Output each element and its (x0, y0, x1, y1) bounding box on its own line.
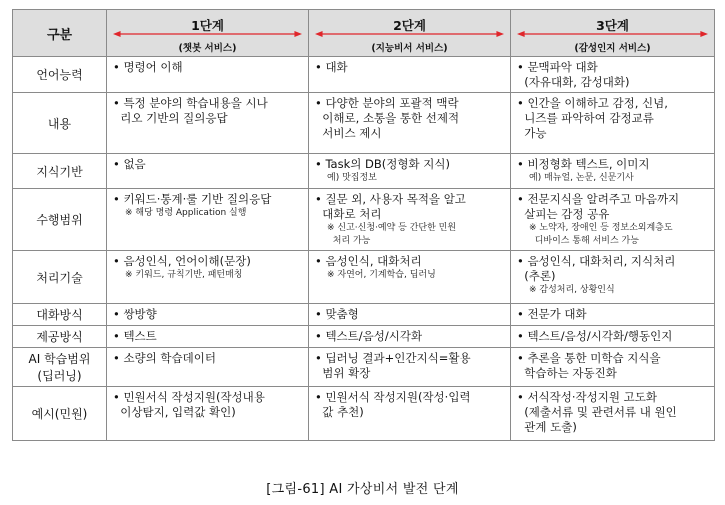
cell-text: 이해로, 소통을 통한 선제적 (315, 111, 460, 125)
table-cell (309, 348, 511, 387)
cell-note: ※ 신고·신청·예약 등 간단한 민원 (327, 223, 457, 233)
row-header (13, 154, 107, 189)
cell-note: 예) 맛집정보 (327, 173, 377, 183)
cell-text: • 비정형화 텍스트, 이미지 (517, 157, 650, 171)
table-cell (511, 387, 715, 441)
table-cell (107, 57, 309, 93)
row-label: 내용 (47, 116, 72, 131)
table-cell (107, 387, 309, 441)
table-cell (107, 348, 309, 387)
table-row (13, 189, 715, 251)
row-header (13, 326, 107, 348)
stage-header-3 (511, 10, 715, 57)
table-cell (511, 304, 715, 326)
table-cell (309, 154, 511, 189)
stage-comparison-table (12, 9, 715, 441)
stage-1-title: 1단계 (191, 18, 224, 33)
row-label: 처리기술 (36, 270, 83, 285)
cell-text: • Task의 DB(정형화 지식) (315, 157, 450, 171)
stage-header-2 (309, 10, 511, 57)
table-row (13, 348, 715, 387)
table-cell (511, 326, 715, 348)
cell-text: 범위 확장 (315, 366, 371, 380)
row-label: 대화방식 (36, 308, 83, 322)
row-label: AI 학습범위 (딥러닝) (28, 352, 91, 383)
table-cell (107, 326, 309, 348)
cell-text: • 특정 분야의 학습내용을 시나 (113, 96, 268, 110)
category-header (13, 10, 107, 57)
cell-text: • 텍스트/음성/시각화 (315, 329, 423, 343)
table-cell (107, 93, 309, 154)
figure-caption: [그림-61] AI 가상비서 발전 단계 (266, 482, 459, 497)
cell-text: • 음성인식, 대화처리, 지식처리 (517, 254, 676, 268)
cell-text: • 없음 (113, 157, 146, 171)
row-label: 수행범위 (36, 213, 83, 227)
cell-text: (추론) (517, 269, 556, 283)
cell-text: 학습하는 자동진화 (517, 366, 617, 380)
cell-text: 대화로 처리 (315, 207, 382, 221)
table-cell (309, 57, 511, 93)
cell-text: (자유대화, 감성대화) (517, 75, 630, 89)
cell-note: 예) 매뉴얼, 논문, 신문기사 (529, 173, 634, 183)
cell-note: ※ 해당 명령 Application 실행 (125, 208, 247, 218)
row-header (13, 57, 107, 93)
table-cell (309, 326, 511, 348)
cell-text: • 전문지식을 알려주고 마음까지 (517, 192, 680, 206)
cell-text: • 소량의 학습데이터 (113, 351, 216, 365)
row-label: 지식기반 (36, 164, 83, 179)
table-cell (511, 251, 715, 304)
cell-text: 가능 (517, 126, 547, 140)
cell-text: • 민원서식 작성지원(작성·입력 (315, 390, 471, 404)
cell-text: • 질문 외, 사용자 목적을 알고 (315, 192, 466, 206)
cell-text: 리오 기반의 질의응답 (113, 111, 228, 125)
table-cell (309, 251, 511, 304)
cell-text: • 음성인식, 언어이해(문장) (113, 254, 251, 268)
cell-text: (제출서류 및 관련서류 내 원인 (517, 405, 677, 419)
table-cell (309, 304, 511, 326)
table-cell (511, 93, 715, 154)
row-header (13, 387, 107, 441)
cell-text: 값 추천) (315, 405, 364, 419)
double-arrow-icon (517, 32, 708, 36)
cell-note: ※ 키워드, 규칙기반, 패턴매칭 (125, 270, 243, 280)
table-cell (511, 189, 715, 251)
cell-text: • 전문가 대화 (517, 307, 587, 321)
cell-text: • 쌍방향 (113, 307, 157, 321)
row-header (13, 251, 107, 304)
row-label: 언어능력 (36, 68, 83, 82)
cell-text: • 딥러닝 결과+인간지식=활용 (315, 351, 471, 365)
cell-text: • 인간을 이해하고 감정, 신념, (517, 96, 668, 110)
table-body (13, 57, 715, 441)
table-cell (309, 93, 511, 154)
cell-note: ※ 자연어, 기계학습, 딥러닝 (327, 270, 436, 280)
cell-text: • 키워드·통계·룰 기반 질의응답 (113, 192, 272, 206)
table-cell (309, 387, 511, 441)
cell-text: 관계 도출) (517, 420, 577, 434)
table-cell (511, 57, 715, 93)
cell-text: • 텍스트/음성/시각화/행동인지 (517, 329, 673, 343)
cell-text: • 서식작성·작성지원 고도화 (517, 390, 657, 404)
table-cell (107, 304, 309, 326)
table-cell (309, 189, 511, 251)
cell-text: • 문맥파악 대화 (517, 60, 598, 74)
stage-3-subtitle: (감성인지 서비스) (574, 43, 651, 54)
cell-text: • 대화 (315, 60, 348, 74)
header-row (13, 10, 715, 57)
double-arrow-icon (315, 32, 504, 36)
cell-text: 살피는 감정 공유 (517, 207, 610, 221)
table-row (13, 57, 715, 93)
cell-text: 서비스 제시 (315, 126, 382, 140)
cell-text: • 민원서식 작성지원(작성내용 (113, 390, 265, 404)
cell-note: ※ 노약자, 장애인 등 정보소외계층도 (529, 223, 673, 233)
stage-header-1 (107, 10, 309, 57)
cell-text: • 텍스트 (113, 329, 157, 343)
cell-text: 이상탐지, 입력값 확인) (113, 405, 236, 419)
row-header (13, 348, 107, 387)
stage-2-title: 2단계 (393, 18, 426, 33)
cell-text: • 다양한 분야의 포괄적 맥락 (315, 96, 459, 110)
table-cell (107, 154, 309, 189)
cell-text: • 추론을 통한 미학습 지식을 (517, 351, 661, 365)
cell-text: • 명령어 이해 (113, 60, 183, 74)
cell-text: • 음성인식, 대화처리 (315, 254, 422, 268)
row-header (13, 304, 107, 326)
table-cell (107, 189, 309, 251)
cell-text: 니즈를 파악하여 감정교류 (517, 111, 654, 125)
table-row (13, 251, 715, 304)
row-label: 예시(민원) (31, 407, 88, 421)
stage-2-subtitle: (지능비서 서비스) (371, 43, 448, 54)
row-label: 제공방식 (36, 330, 83, 344)
table-cell (511, 348, 715, 387)
table-row (13, 93, 715, 154)
cell-text: • 맞춤형 (315, 307, 359, 321)
table-row (13, 304, 715, 326)
stage-1-subtitle: (챗봇 서비스) (178, 43, 237, 54)
row-header (13, 93, 107, 154)
cell-note: 디바이스 통해 서비스 가능 (529, 236, 639, 246)
cell-note: 처리 가능 (327, 236, 371, 246)
category-header-label: 구분 (46, 27, 73, 43)
table-row (13, 154, 715, 189)
table-cell (107, 251, 309, 304)
double-arrow-icon (113, 32, 302, 36)
table-cell (511, 154, 715, 189)
stage-3-title: 3단계 (596, 18, 629, 33)
row-header (13, 189, 107, 251)
table-row (13, 387, 715, 441)
cell-note: ※ 감성처리, 상황인식 (529, 285, 615, 295)
table-row (13, 326, 715, 348)
